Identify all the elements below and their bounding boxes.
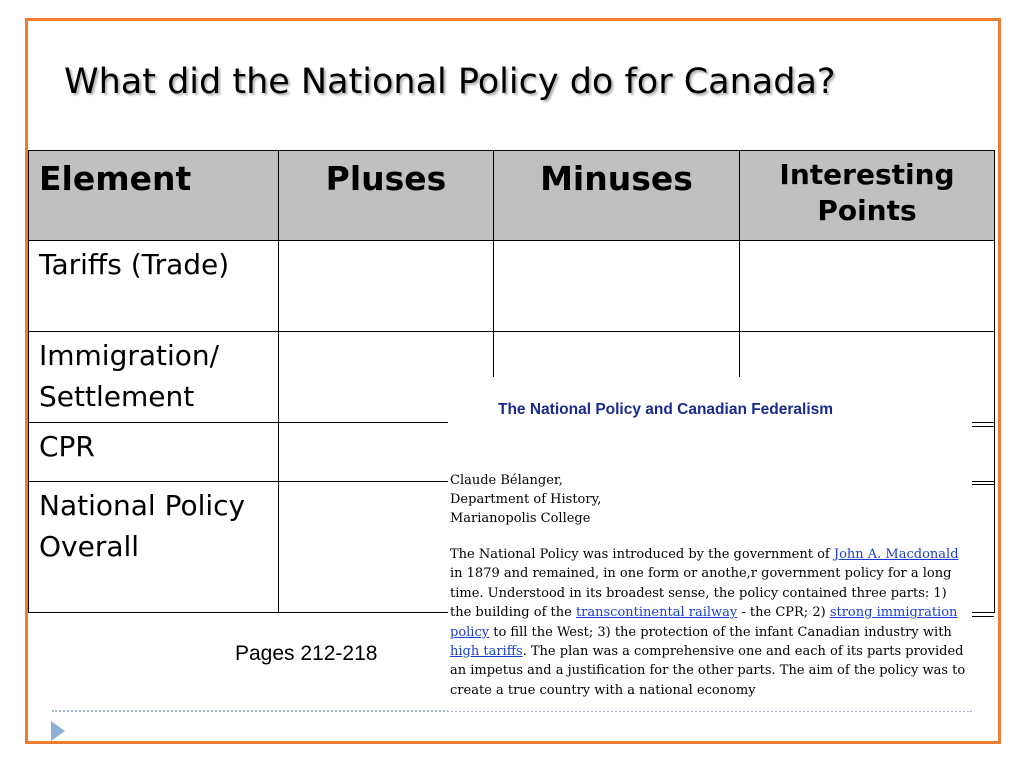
pages-reference: Pages 212-218 [235,642,378,665]
link-high-tariffs[interactable]: high tariffs [450,644,523,660]
row-label-cpr: CPR [29,423,279,482]
header-interesting-points: Interesting Points [740,151,995,241]
article-text-1: The National Policy was introduced by the government of [450,547,834,562]
header-minuses: Minuses [494,151,740,241]
link-strong-immigration-policy[interactable]: strong immigration policy [450,605,958,640]
table-line-fragment [972,484,994,485]
author-name: Claude Bélanger, [450,473,563,488]
table-line-fragment [972,426,994,427]
article-excerpt [448,377,972,711]
play-icon[interactable] [51,721,65,741]
article-text-4: to fill the West; 3) the protection of the infant Canadian industry with [489,624,952,640]
article-text-5: . The plan was a comprehensive one and each of its parts provided an impetus and a justification for the other parts. The aim of the policy was to create a true country with a national economy [450,644,966,698]
article-text-3: - the CPR; 2) [737,605,830,621]
table-row [29,241,995,332]
link-transcontinental-railway[interactable]: transcontinental railway [575,605,738,621]
cell-points-tariffs[interactable] [740,241,995,332]
header-element: Element [29,151,279,241]
row-label-national-policy: National Policy Overall [29,482,279,613]
table-header-row [29,151,995,241]
header-pluses: Pluses [279,151,494,241]
row-label-tariffs: Tariffs (Trade) [29,241,279,332]
author-college: Marianopolis College [450,511,591,526]
slide-title: What did the National Policy do for Canada? [64,62,836,102]
article-body [450,545,966,700]
article-heading: The National Policy and Canadian Federalism [498,401,834,418]
row-label-immigration: Immigration/ Settlement [29,332,279,423]
cell-minuses-tariffs[interactable] [494,241,740,332]
author-department: Department of History, [450,492,602,507]
article-text-2: in 1879 and remained, in one form or anothe,r government policy for a long time. Understood in its broadest sense, the policy contained three parts: 1) the building of the [450,566,952,621]
link-john-a-macdonald[interactable]: John A. Macdonald [833,547,959,562]
article-author [450,471,601,528]
table-line-fragment [972,616,994,617]
cell-pluses-tariffs[interactable] [279,241,494,332]
